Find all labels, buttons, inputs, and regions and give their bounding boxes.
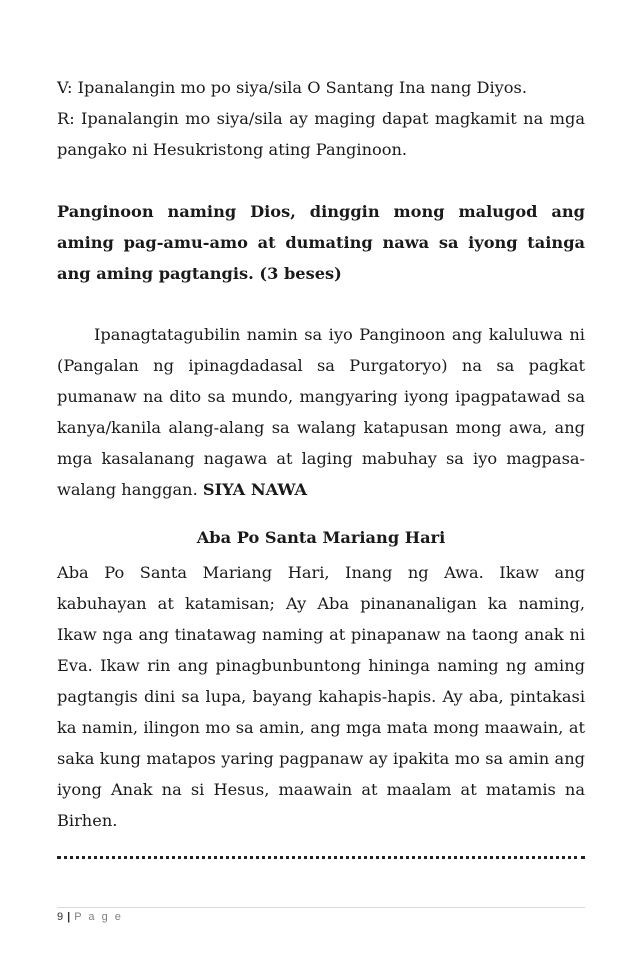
- commendation-closing: SIYA NAWA: [202, 480, 308, 499]
- response-line: R: Ipanalangin mo siya/sila ay maging dapat magkamit na mga pangako ni Hesukristong ating Panginoon.: [57, 109, 585, 159]
- page-number: 9: [57, 911, 64, 923]
- page-footer: [57, 911, 123, 923]
- versicle-line: V: Ipanalangin mo po siya/sila O Santang Ina nang Diyos.: [57, 78, 527, 97]
- commendation-paragraph: [57, 319, 585, 505]
- footer-separator: |: [67, 911, 71, 923]
- petition-paragraph: Panginoon naming Dios, dinggin mong malugod ang aming pag-amu-amo at dumating nawa sa iyong tainga ang aming pagtangis. (3 beses): [57, 202, 585, 283]
- prayer-paragraph: Aba Po Santa Mariang Hari, Inang ng Awa. Ikaw ang kabuhayan at katamisan; Ay Aba pinananaligan ka naming, Ikaw nga ang tinatawag naming at pinapanaw na taong anak ni Eva. Ikaw rin ang pinagbunbuntong hininga naming ng aming pagtangis dini sa lupa, bayang kahapis-hapis. Ay aba, pintakasi ka namin, ilingon mo sa amin, ang mga mata mong maawain, at saka kung matapos yaring pagpanaw ay ipakita mo sa amin ang iyong Anak na si Hesus, maawain at maalam at matamis na Birhen.: [57, 563, 585, 830]
- footer-divider: [57, 907, 585, 908]
- document-body: [57, 72, 585, 836]
- prayer-title: Aba Po Santa Mariang Hari: [196, 528, 446, 547]
- commendation-text: Ipanagtatagubilin namin sa iyo Panginoon ang kaluluwa ni (Pangalan ng ipinagdadasal sa Purgatoryo) na sa pagkat pumanaw na dito sa mundo, mangyaring iyong ipagpatawad sa kanya/kanila alang-alang sa walang katapusan mong awa, ang mga kasalanang nagawa at laging mabuhay sa iyo magpasa-walang hanggan.: [57, 325, 585, 499]
- dotted-divider: [57, 856, 585, 859]
- page-label: P a g e: [74, 911, 123, 923]
